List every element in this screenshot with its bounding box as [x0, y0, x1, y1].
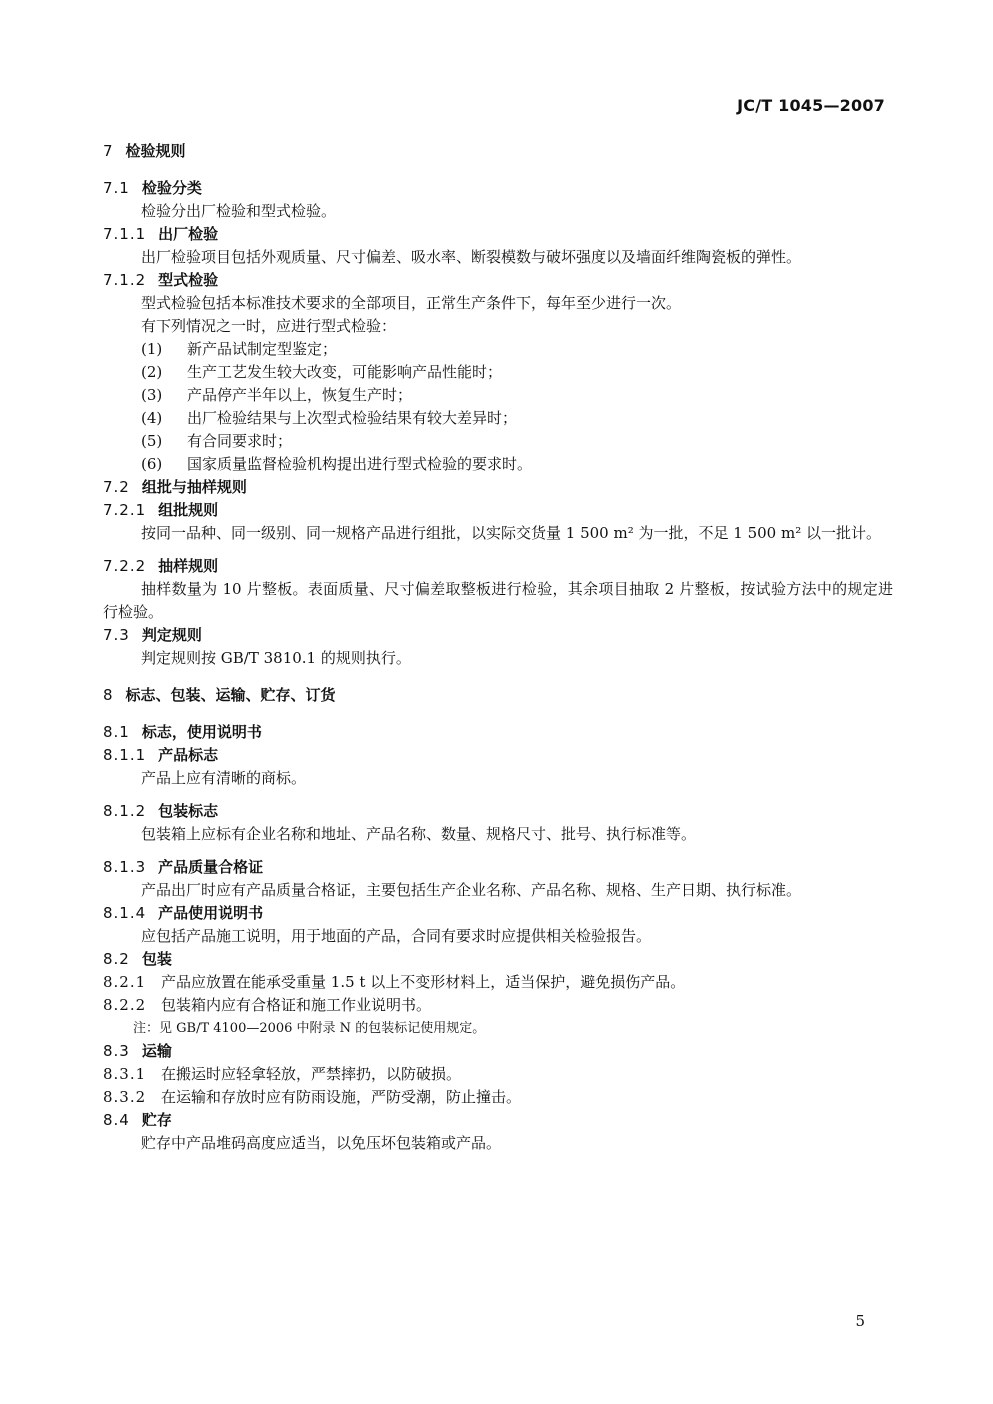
section-7-1-2-text: 型式检验包括本标准技术要求的全部项目，正常生产条件下，每年至少进行一次。 [141, 294, 682, 312]
list-item: (5) 有合同要求时； [141, 432, 293, 450]
section-7-2-2-text: 抽样数量为 10 片整板。表面质量、尺寸偏差取整板进行检验，其余项目抽取 2 片整板，按试验方法中的规定进行检验。 [103, 580, 893, 621]
section-8-4-heading: 8.4 贮存 [103, 1111, 172, 1129]
page-content [103, 140, 893, 1155]
list-item: (6) 国家质量监督检验机构提出进行型式检验的要求时。 [141, 455, 533, 473]
section-7-2-1-text: 按同一品种、同一级别、同一规格产品进行组批，以实际交货量 1 500 m² 为一批，不足 1 500 m² 以一批计。 [141, 524, 881, 542]
section-8-1-2-heading: 8.1.2 包装标志 [103, 802, 219, 820]
section-8-3-heading: 8.3 运输 [103, 1042, 172, 1060]
section-8-1-4-heading: 8.1.4 产品使用说明书 [103, 904, 264, 922]
section-7-1-2-heading: 7.1.2 型式检验 [103, 271, 219, 289]
list-item: (1) 新产品试制定型鉴定； [141, 340, 338, 358]
section-8-heading: 8 标志、包装、运输、贮存、订货 [103, 686, 336, 704]
section-7-3-heading: 7.3 判定规则 [103, 626, 202, 644]
section-8-2-1: 8.2.1 产品应放置在能承受重量 1.5 t 以上不变形材料上，适当保护，避免损伤产品。 [103, 973, 686, 991]
section-7-1-1-heading: 7.1.1 出厂检验 [103, 225, 219, 243]
section-8-2-heading: 8.2 包装 [103, 950, 172, 968]
section-7-2-heading: 7.2 组批与抽样规则 [103, 478, 247, 496]
section-7-1-1-text: 出厂检验项目包括外观质量、尺寸偏差、吸水率、断裂模数与破坏强度以及墙面纤维陶瓷板的弹性。 [141, 248, 802, 266]
section-7-2-1-heading: 7.2.1 组批规则 [103, 501, 219, 519]
list-item: (3) 产品停产半年以上，恢复生产时； [141, 386, 413, 404]
standard-code: JC/T 1045—2007 [737, 96, 885, 115]
section-7-2-2-heading: 7.2.2 抽样规则 [103, 557, 219, 575]
section-8-2-2: 8.2.2 包装箱内应有合格证和施工作业说明书。 [103, 996, 432, 1014]
section-7-1-heading: 7.1 检验分类 [103, 179, 202, 197]
section-8-1-2-text: 包装箱上应标有企业名称和地址、产品名称、数量、规格尺寸、批号、执行标准等。 [141, 825, 697, 843]
section-8-1-3-text: 产品出厂时应有产品质量合格证，主要包括生产企业名称、产品名称、规格、生产日期、执行标准。 [141, 881, 802, 899]
section-8-3-1: 8.3.1 在搬运时应轻拿轻放，严禁摔扔，以防破损。 [103, 1065, 462, 1083]
section-8-1-1-heading: 8.1.1 产品标志 [103, 746, 219, 764]
page-number: 5 [855, 1312, 865, 1330]
section-7-1-2-conditions-intro: 有下列情况之一时，应进行型式检验： [141, 317, 397, 335]
section-8-1-3-heading: 8.1.3 产品质量合格证 [103, 858, 264, 876]
section-7-heading: 7 检验规则 [103, 142, 186, 160]
section-7-3-text: 判定规则按 GB/T 3810.1 的规则执行。 [141, 649, 411, 667]
list-item: (4) 出厂检验结果与上次型式检验结果有较大差异时； [141, 409, 518, 427]
list-item: (2) 生产工艺发生较大改变，可能影响产品性能时； [141, 363, 503, 381]
section-8-3-2: 8.3.2 在运输和存放时应有防雨设施，严防受潮，防止撞击。 [103, 1088, 522, 1106]
section-8-4-text: 贮存中产品堆码高度应适当，以免压坏包装箱或产品。 [141, 1134, 502, 1152]
packaging-note: 注：见 GB/T 4100—2006 中附录 N 的包装标记使用规定。 [133, 1021, 486, 1036]
section-8-1-4-text: 应包括产品施工说明，用于地面的产品，合同有要求时应提供相关检验报告。 [141, 927, 652, 945]
section-8-1-1-text: 产品上应有清晰的商标。 [141, 769, 307, 787]
section-8-1-heading: 8.1 标志，使用说明书 [103, 723, 262, 741]
section-7-1-text: 检验分出厂检验和型式检验。 [141, 202, 337, 220]
